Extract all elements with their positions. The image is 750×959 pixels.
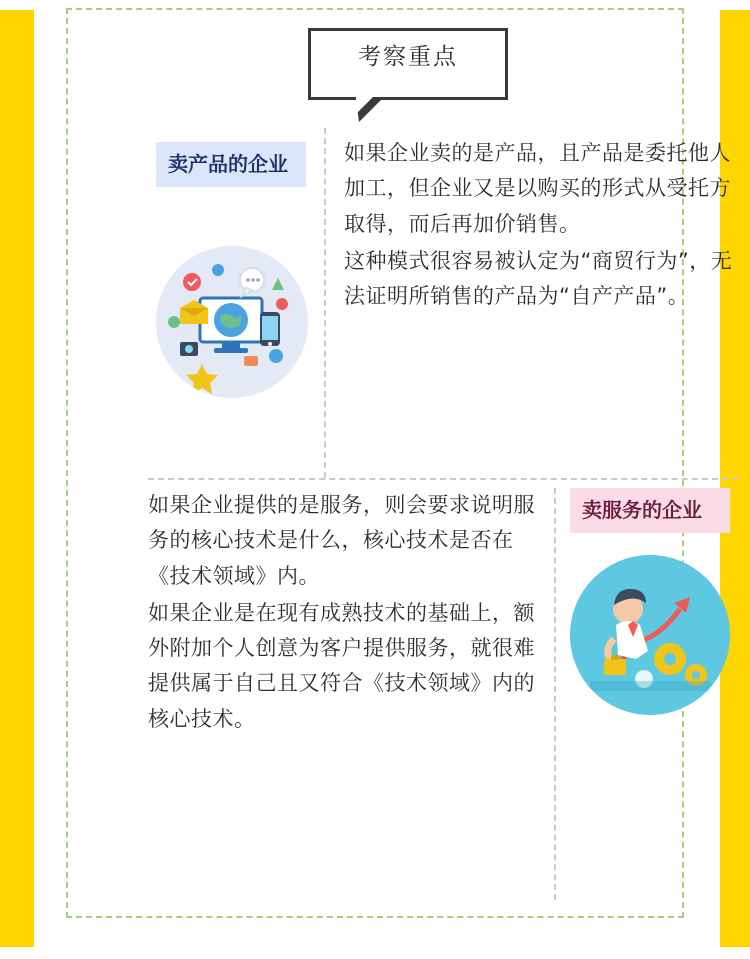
section-services-paragraph-2: 如果企业是在现有成熟技术的基础上，额外附加个人创意为客户提供服务，就很难提供属于自己且又符合《技术领域》内的核心技术。 [148, 600, 535, 731]
section-services-tag: 卖服务的企业 [570, 488, 730, 533]
section-services-paragraph-1: 如果企业提供的是服务，则会要求说明服务的核心技术是什么，核心技术是否在《技术领域》内。 [148, 493, 535, 588]
section-services-text [148, 488, 556, 900]
section-products-left [148, 128, 326, 478]
section-services [148, 488, 738, 908]
service-growth-illustration [570, 555, 730, 715]
section-products-text [344, 136, 736, 314]
bottom-frame-bar [0, 947, 750, 959]
section-products-tag: 卖产品的企业 [156, 142, 306, 187]
section-products-paragraph-1: 如果企业卖的是产品，且产品是委托他人加工，但企业又是以购买的形式从受托方取得，而后再加价销售。 [344, 141, 731, 236]
left-frame-bar [0, 0, 34, 959]
header-banner-tail-inner [356, 97, 373, 114]
page-title: 考察重点 [358, 44, 458, 70]
products-ecommerce-illustration [156, 246, 308, 398]
section-services-right [570, 488, 738, 715]
section-products [148, 128, 738, 480]
header-banner [308, 28, 508, 79]
section-products-paragraph-2: 这种模式很容易被认定为“商贸行为”，无法证明所销售的产品为“自产产品”。 [344, 248, 733, 309]
content-card [66, 8, 733, 918]
